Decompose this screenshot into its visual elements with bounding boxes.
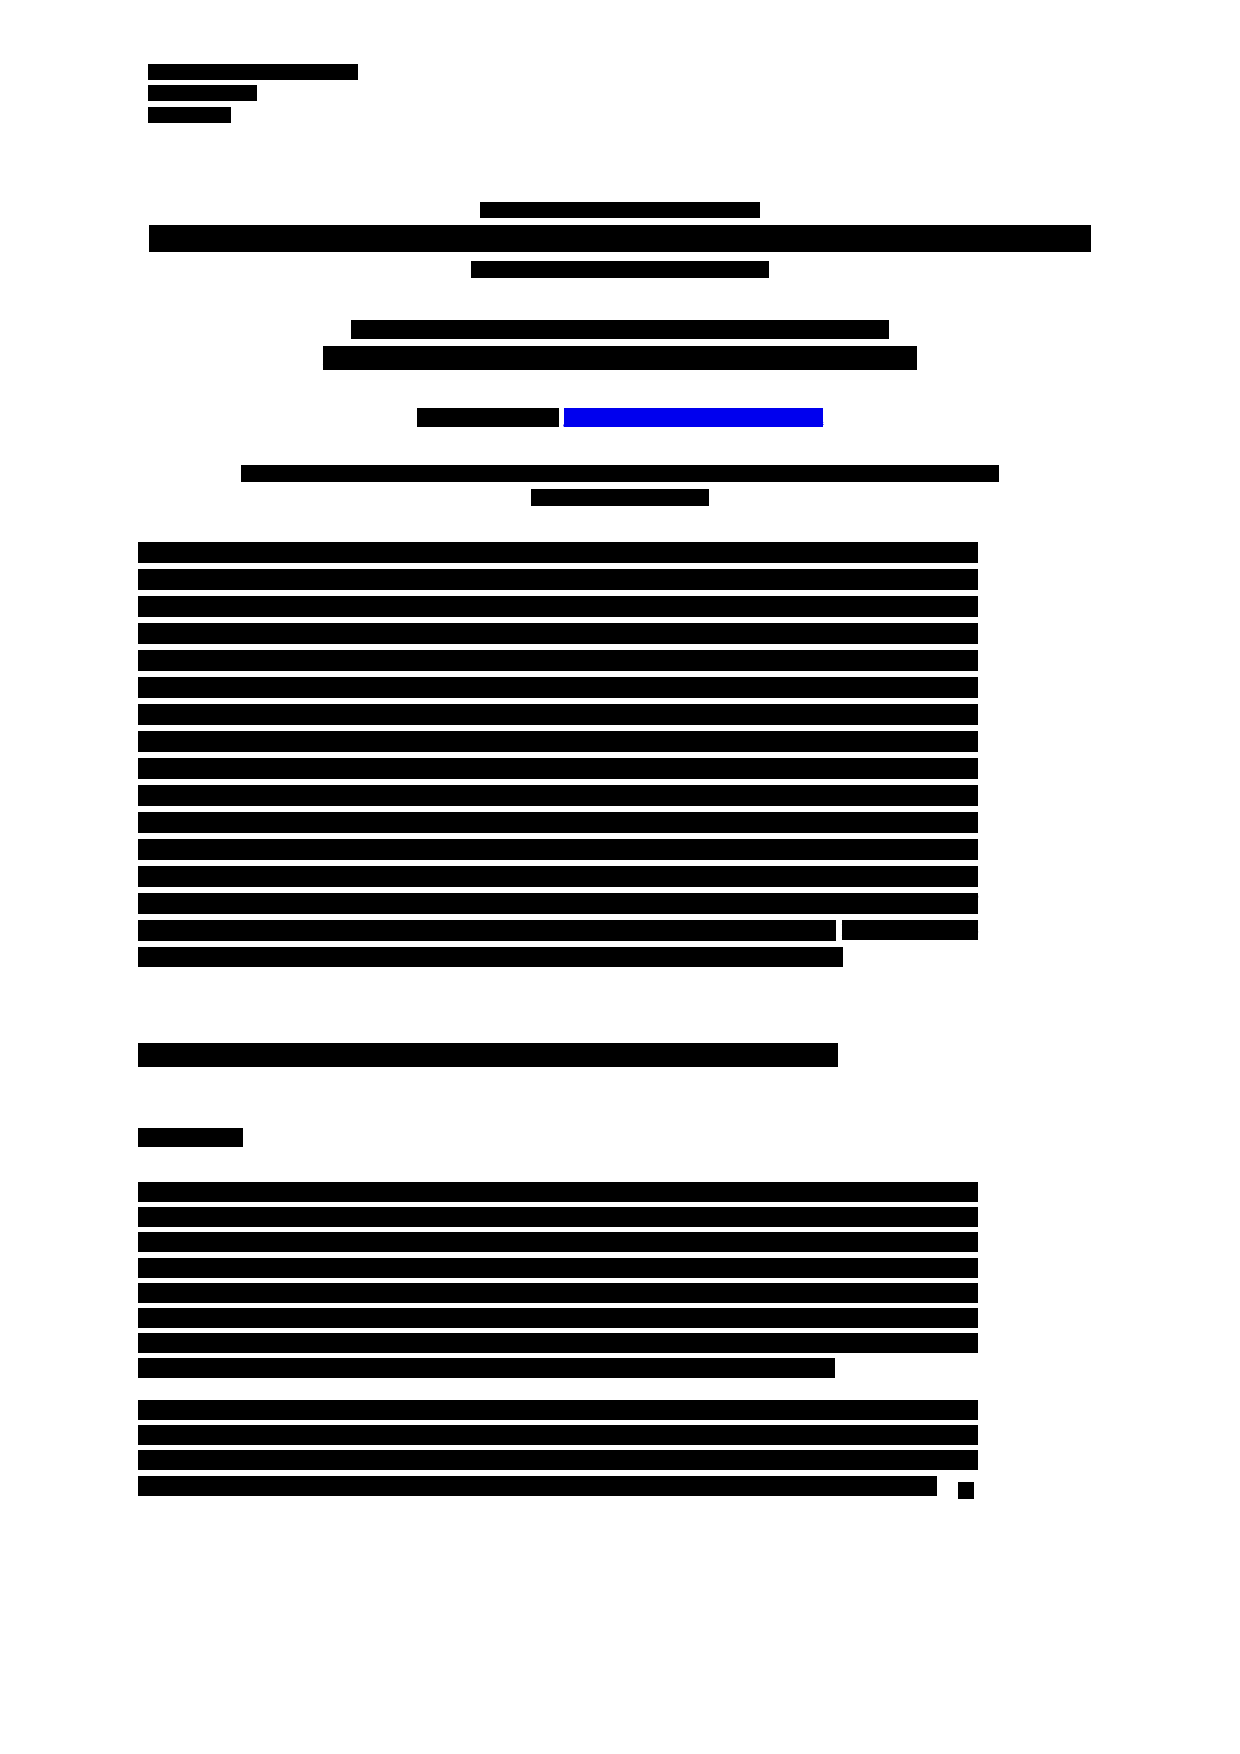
body-paragraph-2 xyxy=(138,1398,978,1499)
page-title: Transition to a Carbon-Neutral Supply Chain: Evidence From Manufacturing Sectors xyxy=(149,225,1091,253)
correspondence-block xyxy=(140,405,1100,431)
correspondence-email-link[interactable]: jecostruct@onlinemail.examp.ac.uk xyxy=(563,408,824,427)
page-subtitle: An Input–Output Decomposition Approach xyxy=(471,261,769,279)
abstract-text: This paper examines the structural determinants of carbon emission intensity across manufacturing sectors using a multi-regional input–output framework combined with structural decomposition analysis. Drawing on harmonised national accounts data covering the period 1995 to 2019, we decompose observed changes in sectoral emission intensity into contributions arising from technological change, shifts in final demand composition, and changes in the structure of intermediate input sourcing. The results indicate that technological improvement accounted for the largest share of the observed decline in emission intensity, while compositional shifts in final demand partially offset these gains in several export-oriented industries. We further show that the substitution of imported intermediate inputs for domestically produced inputs transferred a substantial volume of embodied emissions across national boundaries, a phenomenon that conventional territorial accounting frameworks fail to capture. Our findings suggest that policy instruments targeting production technology alone are insufficient; complementary measures addressing demand composition and supply chain configuration are required to achieve deep decarbonisation. The analysis contributes to the literature on consumption-based carbon accounting and offers practical guidance for the design of border adjustment mechanisms and sectoral transition pathways in open economies. xyxy=(138,542,978,941)
affiliation-block xyxy=(140,462,1100,510)
submission-dates: Received 12 March 2023 · Revised 04 July 2023 · Accepted 19 August 2023 xyxy=(350,320,890,339)
affiliation-line-1: Department of Economics and Management Science, School of Business and Economics, University of Example xyxy=(241,465,999,482)
letterhead-line-1: Journal of Economic Structures xyxy=(148,64,359,80)
correspondence-label: Correspondence to: xyxy=(416,408,560,427)
subsection-heading-text: 1 Introduction xyxy=(138,1128,244,1147)
section-heading xyxy=(138,1042,983,1069)
title-superline: RESEARCH ARTICLE — OPEN ACCESS xyxy=(479,202,761,218)
author-list: Author A. Surname, Author B. Surname and Author C. Surname xyxy=(322,345,918,370)
subsection-heading xyxy=(138,1128,243,1148)
page-number-text: 37 xyxy=(958,1482,974,1499)
page-number xyxy=(958,1482,974,1500)
title-block xyxy=(140,200,1100,282)
keywords-text: Keywords: input–output analysis; structural decomposition; carbon intensity; supply chain; embodied emissions xyxy=(138,919,979,967)
letterhead-line-3: Open Access xyxy=(148,106,231,123)
abstract-block xyxy=(138,540,978,969)
affiliation-line-2: Received 21 January 2023 xyxy=(530,489,710,506)
letterhead-line-2: Research Article xyxy=(148,85,258,102)
authors-block xyxy=(140,318,1100,373)
letterhead xyxy=(148,62,568,126)
body-paragraph-1 xyxy=(138,1180,978,1382)
body-paragraph-1-text: The transition toward a low-carbon economy requires a detailed understanding of how emissions are generated, transmitted and ultimately consumed within increasingly fragmented international production networks. Over the past three decades, the geographical separation of production and consumption has intensified, with intermediate goods crossing borders multiple times before reaching final demand. This fragmentation complicates the attribution of environmental responsibility and raises fundamental questions about the effectiveness of unilateral climate policy. While territorial accounting remains the basis of international reporting obligations, a growing body of research argues that consumption-based indicators provide a more complete picture of the environmental pressures associated with national patterns of demand. xyxy=(138,1182,978,1379)
body-paragraph-2-text: Against this background, the present study asks three related questions. First, to what extent has the decline in sectoral emission intensity been driven by technological improvement rather than compositional change? Second, how have changes in the sourcing of intermediate inputs redistributed embodied emissions across regions? Third, what do these patterns imply for the design of sectoral transition policy in open economies? xyxy=(138,1400,978,1496)
section-heading-text: Structural Change, Embodied Emissions and Sectoral Transition Pathways xyxy=(138,1043,839,1067)
